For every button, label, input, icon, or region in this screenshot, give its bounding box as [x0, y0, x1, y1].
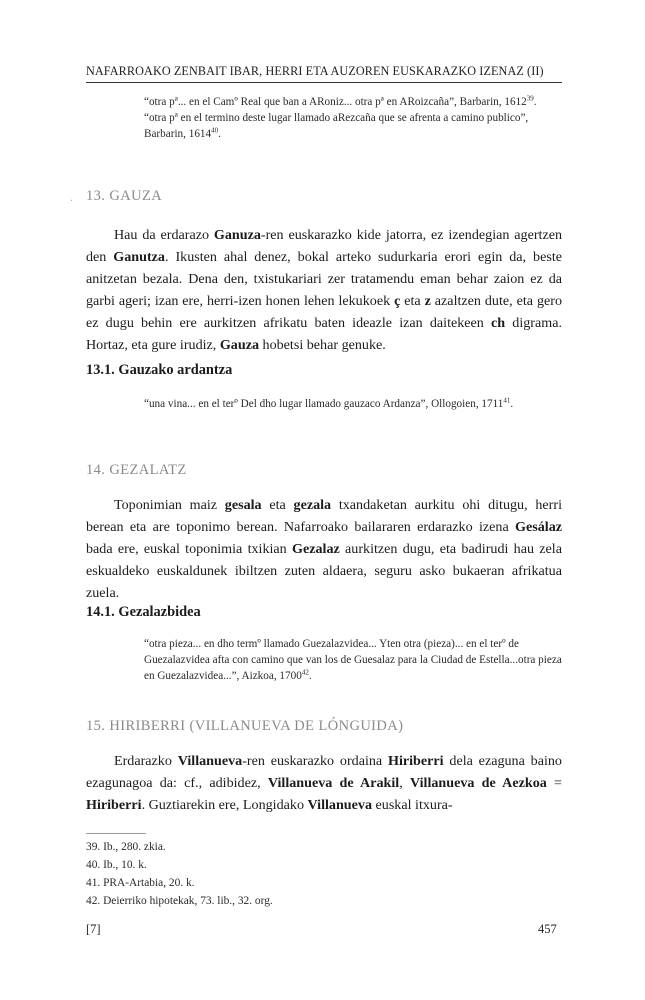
bold-term: Villanueva — [177, 753, 243, 769]
text-run: txandaketan aurkitu ohi ditugu, herri berean eta are toponimo berean. Nafarroako bailararen erdarazko izena — [86, 497, 562, 535]
footnote-ref-42[interactable]: 42 — [301, 668, 309, 677]
footnote-40: 40. Ib., 10. k. — [86, 859, 147, 871]
text-run: azaltzen dute, eta gero ez dugu behin ere aurkitzen afrikatu baten ideazle izan daitekeen — [86, 293, 562, 331]
subsection-14-1-title: 14.1. Gezalazbidea — [86, 604, 201, 620]
page-number: 457 — [538, 922, 557, 936]
quote-42 — [144, 636, 562, 684]
footnotes — [86, 838, 273, 910]
section-15-text — [86, 750, 562, 816]
text-run: dela ezaguna baino ezagunagoa da: cf., adibidez, — [86, 753, 562, 791]
footnote-ref-39[interactable]: 39 — [526, 94, 534, 103]
text-run: , — [399, 775, 410, 791]
subsection-13-1-title: 13.1. Gauzako ardantza — [86, 362, 233, 378]
section-14-text — [86, 494, 562, 604]
quote-2-end: . — [218, 128, 221, 140]
section-14-paragraph — [86, 494, 562, 604]
text-run: -ren euskarazko ordaina — [242, 753, 388, 769]
bold-term: Gesálaz — [515, 519, 562, 535]
bold-term: Ganuza — [213, 227, 261, 243]
section-14-title: 14. GEZALATZ — [86, 462, 187, 478]
text-run: Toponimian maiz — [114, 497, 225, 513]
bold-term: z — [424, 293, 431, 309]
text-run: bada ere, euskal toponimia txikian — [86, 541, 293, 557]
footnote-42: 42. Deierriko hipotekak, 73. lib., 32. org. — [86, 895, 273, 907]
footnote-ref-41[interactable]: 41 — [503, 396, 511, 405]
footnote-41: 41. PRA-Artabia, 20. k. — [86, 877, 195, 889]
section-15-title: 15. HIRIBERRI (VILLANUEVA DE LÓNGUIDA) — [86, 718, 404, 734]
quote-2 — [144, 110, 562, 142]
footnote-ref-40[interactable]: 40 — [211, 126, 219, 135]
footnote-39: 39. Ib., 280. zkia. — [86, 841, 166, 853]
header-rule — [86, 82, 562, 83]
text-run: eta — [400, 293, 425, 309]
text-run: -ren euskarazko kide jatorra, ez izendegian agertzen den — [86, 227, 563, 265]
quote-42-text: “otra pieza... en dho termº llamado Guezalazvidea... Yten otra (pieza)... en el terº de Guezalazvidea afta con camino que van los de Guesalaz para la Ciudad de Estella...otra pieza en Guezalazvidea...”, Aizkoa, 1700 — [144, 638, 562, 682]
quote-1-text: “otra pª... en el Camº Real que ban a ARoniz... otra pª en ARoizcaña”, Barbarin, 1612 — [144, 96, 527, 108]
quote-41-block — [144, 396, 562, 412]
bold-term: ç — [394, 293, 401, 309]
text-run: aurkitzen dugu, eta badirudi hau zela eskualdeko euskaldunek ibiltzen zuten aldaera, seguru asko bukaeran afrikatua zuela. — [86, 541, 562, 601]
quote-42-end: . — [308, 670, 312, 682]
quote-1-end: . — [533, 96, 537, 108]
text-run: . Ikusten ahal denez, bokal arteko sudurkaria erori egin da, beste anitzetan bezala. Dena den, txistukariari zer tratamendu eman behar zaion ez da garbi ageri; izan ere, herri-izen honen lehen lekukoek — [86, 249, 562, 309]
section-13-text — [86, 224, 562, 356]
folio-bracket: [7] — [86, 922, 101, 936]
section-13-paragraph — [86, 224, 562, 356]
quote-2-text: “otra pª en el termino deste lugar llamado aRezcaña que se afrenta a camino publico”, Barbarin, 1614 — [144, 112, 529, 140]
quote-41-end: . — [510, 398, 514, 410]
bold-term: Ganutza — [113, 249, 165, 265]
bold-term: Gezalaz — [292, 541, 340, 557]
quote-1 — [144, 94, 562, 110]
intro-quote-block — [144, 94, 562, 142]
bold-term: Villanueva de Arakil — [267, 775, 400, 791]
quote-42-block — [144, 636, 562, 684]
margin-dot: . — [70, 190, 73, 204]
quote-41-text: “una vina... en el terº Del dho lugar llamado gauzaco Ardanza”, Ollogoien, 1711 — [144, 398, 504, 410]
running-head: NAFARROAKO ZENBAIT IBAR, HERRI ETA AUZOREN EUSKARAZKO IZENAZ (II) — [86, 64, 544, 78]
bold-term: ch — [491, 315, 506, 331]
text-run: Hau da erdarazo — [114, 227, 214, 243]
bold-term: gezala — [293, 497, 332, 513]
bold-term: Hiriberri — [86, 797, 142, 813]
text-run: Erdarazko — [114, 753, 178, 769]
bold-term: Villanueva de Aezkoa — [409, 775, 547, 791]
quote-41 — [144, 396, 562, 412]
bold-term: gesala — [224, 497, 262, 513]
section-15-paragraph — [86, 750, 562, 816]
text-run: eta — [261, 497, 294, 513]
text-run: = — [546, 775, 562, 791]
bold-term: Villanueva — [307, 797, 372, 813]
bold-term: Gauza — [219, 337, 259, 353]
footnote-rule — [86, 833, 146, 834]
text-run: . Guztiarekin ere, Longidako — [141, 797, 308, 813]
section-13-title: 13. GAUZA — [86, 188, 163, 204]
bold-term: Hiriberri — [388, 753, 444, 769]
text-run: euskal itxura- — [372, 797, 453, 813]
text-run: digrama. Hortaz, eta gure irudiz, — [86, 315, 562, 353]
text-run: hobetsi behar genuke. — [259, 337, 386, 353]
